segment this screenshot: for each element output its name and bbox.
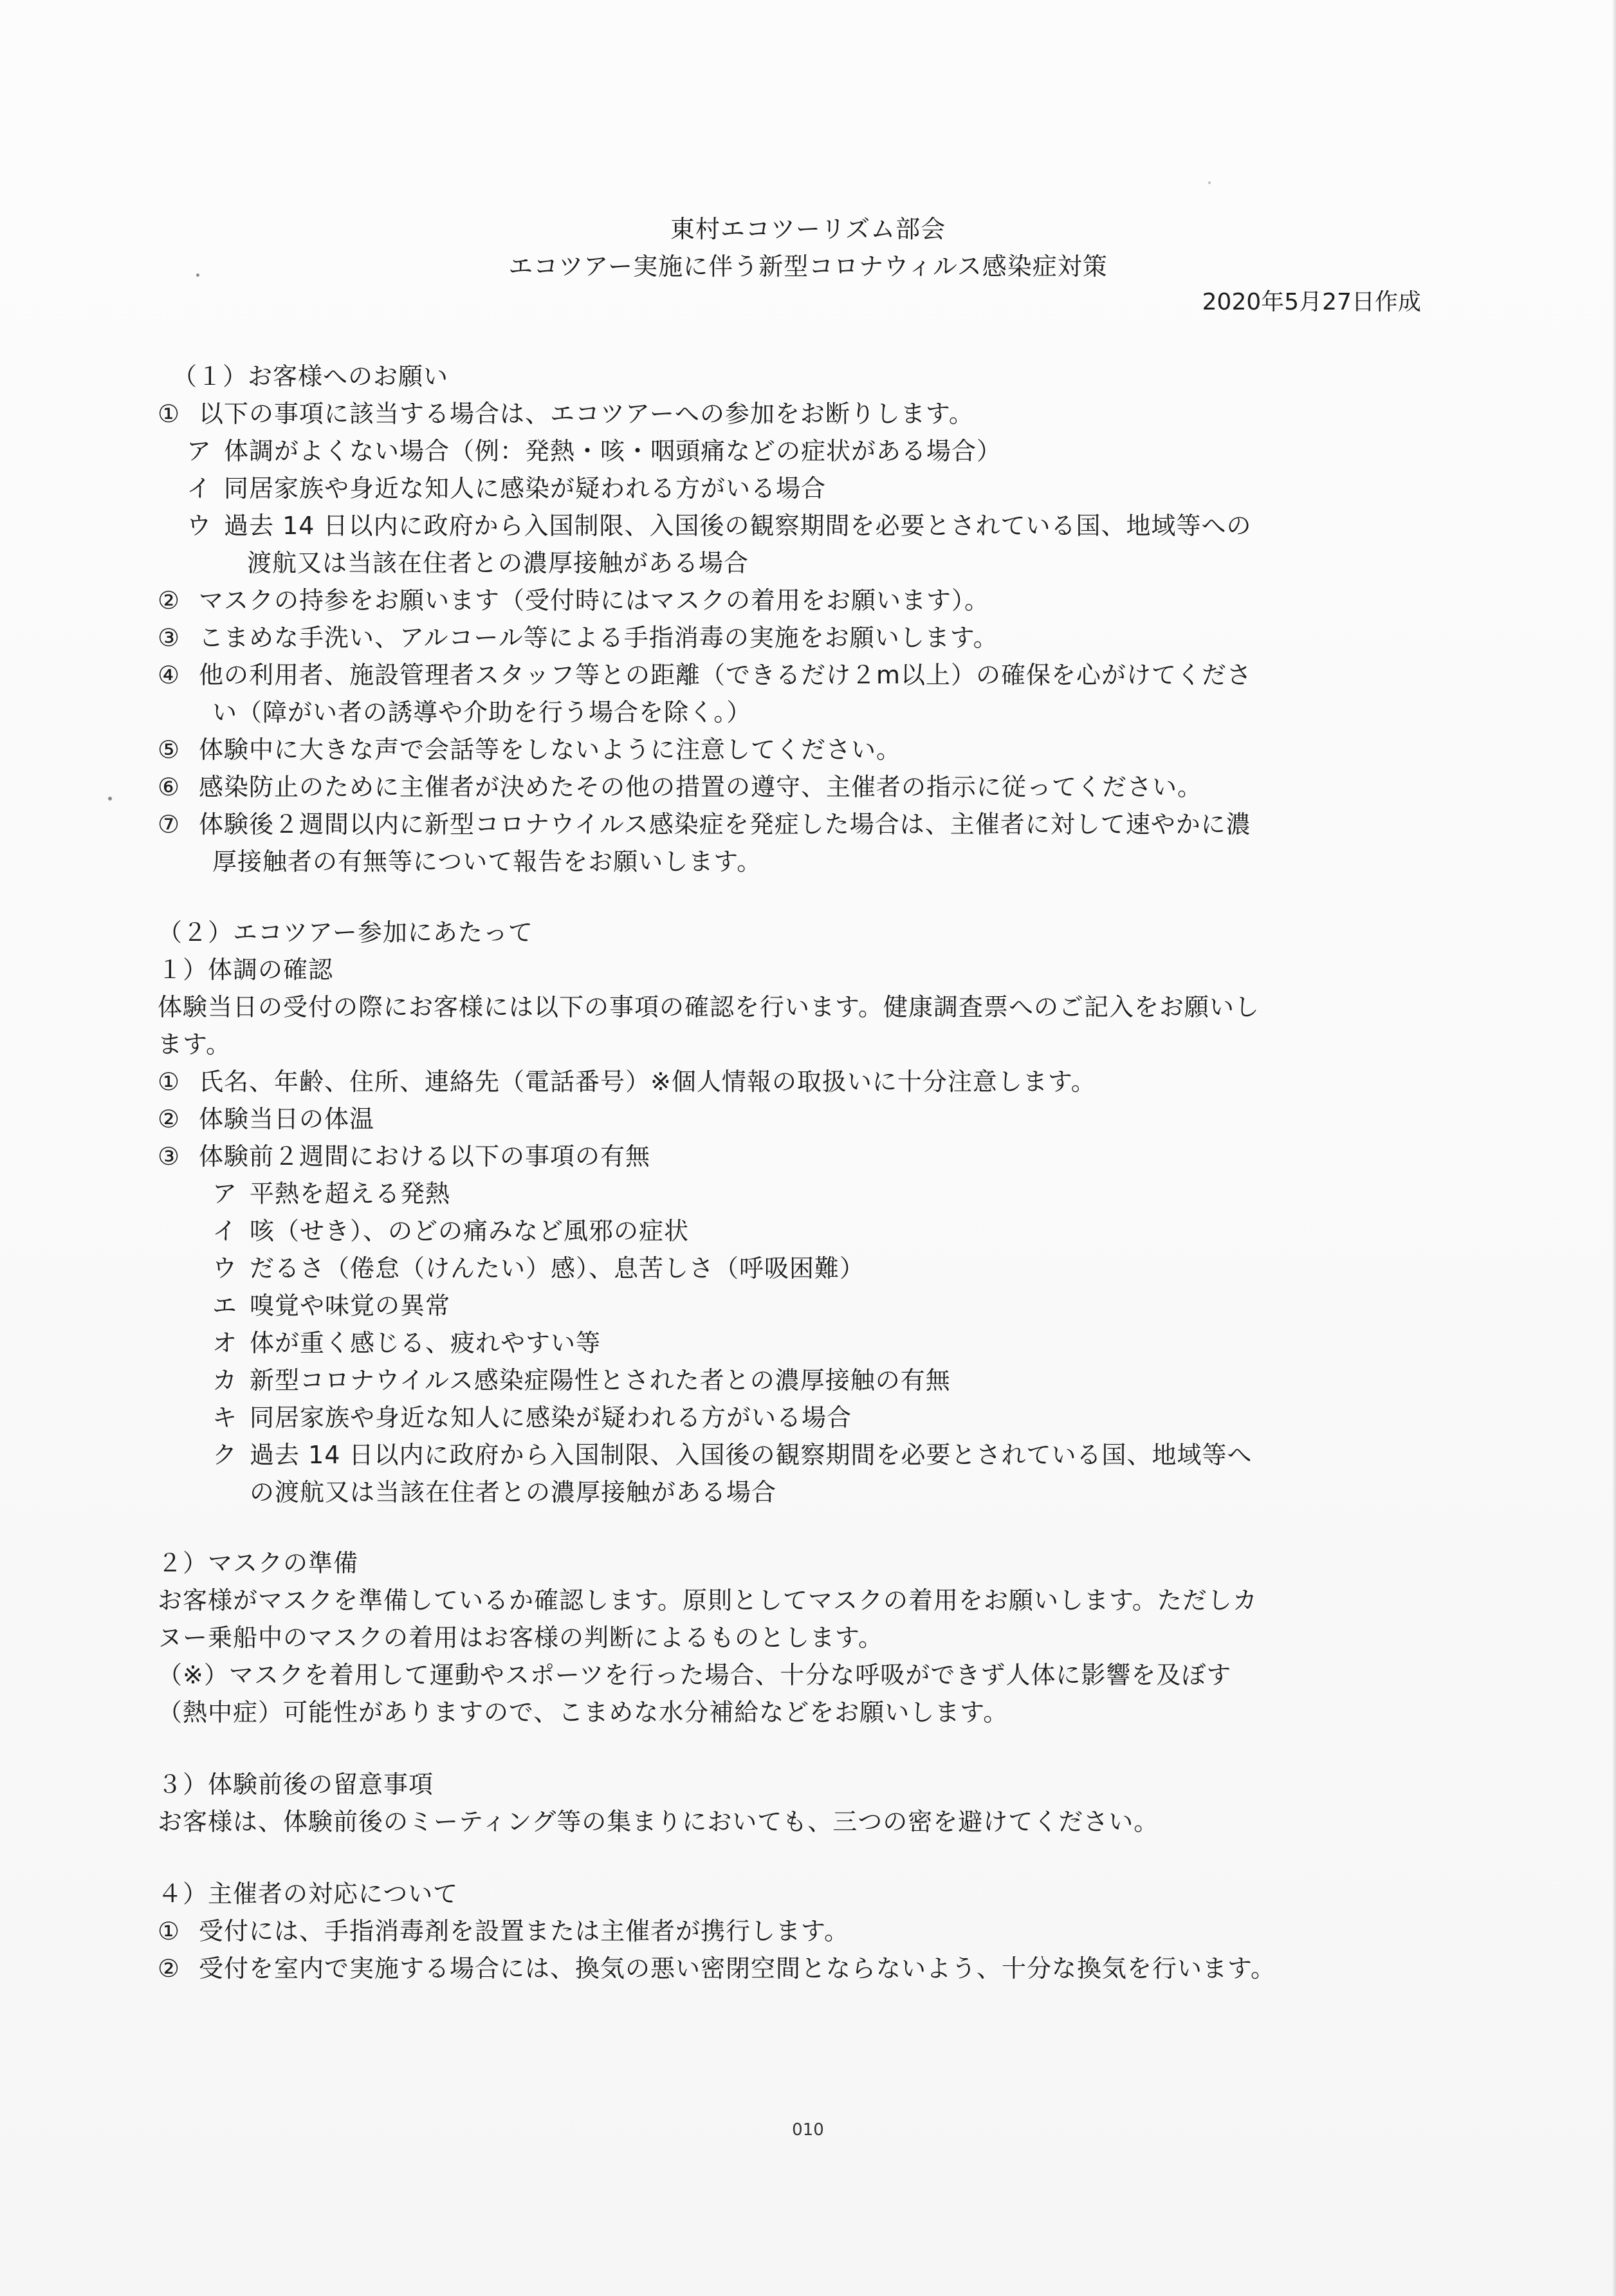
- item-marker: ③: [158, 624, 181, 652]
- item-text: 感染防止のために主催者が決めたその他の措置の遵守、主催者の指示に従ってください。: [199, 773, 1203, 801]
- item-marker: キ: [212, 1403, 238, 1432]
- subsection-1-subitem-a: [212, 1175, 450, 1212]
- subsection-1-intro-line2: ます。: [158, 1030, 231, 1059]
- item-marker: ⑥: [158, 773, 181, 801]
- item-marker: ①: [158, 1068, 181, 1096]
- item-text: 嗅覚や味覚の異常: [250, 1292, 451, 1320]
- section1-subitem-a: [187, 432, 1002, 470]
- subsection-1-subitem-g: [212, 1399, 852, 1436]
- section1-item-7-continued: 厚接触者の有無等について報告をお願いします。: [212, 847, 762, 876]
- item-marker: ウ: [187, 512, 212, 540]
- subsection-3-heading: ３）体験前後の留意事項: [158, 1770, 434, 1799]
- item-marker: ②: [158, 586, 181, 615]
- organization-name: 東村エコツーリズム部会: [670, 215, 946, 243]
- item-text: 他の利用者、施設管理者スタッフ等との距離（できるだけ２m以上）の確保を心がけてくださ: [199, 661, 1253, 689]
- subsection-1-subitem-b: [212, 1212, 689, 1250]
- item-marker: イ: [212, 1217, 238, 1245]
- scan-speck: [1208, 181, 1211, 184]
- item-text: 体験当日の体温: [199, 1105, 375, 1133]
- item-text: 氏名、年齢、住所、連絡先（電話番号）※個人情報の取扱いに十分注意します。: [199, 1068, 1096, 1096]
- item-marker: ⑦: [158, 810, 181, 838]
- section1-heading: （１）お客様へのお願い: [172, 362, 449, 391]
- item-text: 新型コロナウイルス感染症陽性とされた者との濃厚接触の有無: [250, 1366, 951, 1394]
- subsection-4-item-1: [158, 1912, 849, 1950]
- item-text: だるさ（倦怠（けんたい）感）、息苦しさ（呼吸困難）: [250, 1254, 865, 1282]
- scan-speck: [108, 797, 112, 801]
- item-marker: エ: [212, 1292, 238, 1320]
- item-marker: ②: [158, 1954, 181, 1983]
- item-text: 体験中に大きな声で会話等をしないように注意してください。: [199, 736, 902, 764]
- item-text: 以下の事項に該当する場合は、エコツアーへの参加をお断りします。: [199, 400, 974, 428]
- subsection-1-item-2: [158, 1100, 374, 1138]
- subsection-1-item-1: [158, 1063, 1096, 1100]
- item-marker: カ: [212, 1366, 238, 1394]
- item-text: 過去 14 日以内に政府から入国制限、入国後の観察期間を必要とされている国、地域等への: [224, 512, 1252, 540]
- subsection-1-heading: １）体調の確認: [158, 956, 334, 984]
- section1-item-2: [158, 582, 989, 619]
- item-text: 受付を室内で実施する場合には、換気の悪い密閉空間とならないよう、十分な換気を行います。: [199, 1954, 1276, 1983]
- item-text: こまめな手洗い、アルコール等による手指消毒の実施をお願いします。: [199, 624, 998, 652]
- item-text: 体験前２週間における以下の事項の有無: [199, 1142, 651, 1171]
- item-marker: イ: [187, 474, 212, 503]
- item-marker: ク: [212, 1441, 238, 1469]
- subsection-2-heading: ２）マスクの準備: [158, 1549, 359, 1577]
- item-text: 同居家族や身近な知人に感染が疑われる方がいる場合: [224, 474, 827, 503]
- subsection-4-heading: ４）主催者の対応について: [158, 1880, 459, 1908]
- subsection-1-subitem-d: [212, 1287, 450, 1324]
- section1-subitem-c: [187, 507, 1252, 544]
- subsection-1-intro-line1: 体験当日の受付の際にお客様には以下の事項の確認を行います。健康調査票へのご記入をお願いし: [158, 993, 1260, 1021]
- item-marker: ア: [212, 1180, 238, 1208]
- item-text: 過去 14 日以内に政府から入国制限、入国後の観察期間を必要とされている国、地域等へ: [250, 1441, 1253, 1469]
- item-text: 体調がよくない場合（例：発熱・咳・咽頭痛などの症状がある場合）: [224, 437, 1002, 465]
- item-text: 体が重く感じる、疲れやすい等: [250, 1329, 601, 1357]
- subsection-1-subitem-h-continued: の渡航又は当該在住者との濃厚接触がある場合: [250, 1478, 777, 1506]
- item-marker: ①: [158, 400, 181, 428]
- subsection-2-note-line1: （※）マスクを着用して運動やスポーツを行った場合、十分な呼吸ができず人体に影響を及ぼす: [158, 1661, 1232, 1689]
- subsection-1-subitem-h: [212, 1436, 1253, 1474]
- section1-item-7: [158, 806, 1251, 843]
- section1-item-5: [158, 731, 901, 768]
- subsection-2-note-line2: （熱中症）可能性がありますので、こまめな水分補給などをお願いします。: [158, 1698, 1009, 1727]
- section1-item-6: [158, 768, 1202, 806]
- section1-subitem-b: [187, 470, 826, 507]
- subsection-1-item-3: [158, 1138, 650, 1175]
- section2-heading: （２）エコツアー参加にあたって: [158, 918, 533, 947]
- scan-edge-shadow: [1612, 0, 1616, 2296]
- section1-item-4-continued: い（障がい者の誘導や介助を行う場合を除く。）: [212, 698, 752, 727]
- section1-item-4: [158, 656, 1252, 694]
- item-text: 体験後２週間以内に新型コロナウイルス感染症を発症した場合は、主催者に対して速やかに濃: [199, 810, 1251, 838]
- creation-date: 2020年5月27日作成: [1202, 289, 1421, 315]
- document-title: エコツアー実施に伴う新型コロナウィルス感染症対策: [508, 252, 1108, 281]
- subsection-1-subitem-c: [212, 1250, 865, 1287]
- page-number: 010: [792, 2120, 824, 2140]
- item-marker: オ: [212, 1329, 238, 1357]
- section1-item-1: [158, 395, 974, 432]
- subsection-3-line1: お客様は、体験前後のミーティング等の集まりにおいても、三つの密を避けてください。: [158, 1808, 1159, 1836]
- item-marker: ⑤: [158, 736, 181, 764]
- item-marker: ②: [158, 1105, 181, 1133]
- subsection-2-line1: お客様がマスクを準備しているか確認します。原則としてマスクの着用をお願いします。ただしカ: [158, 1586, 1258, 1615]
- item-marker: ア: [187, 437, 212, 465]
- item-marker: ④: [158, 661, 181, 689]
- item-marker: ③: [158, 1142, 181, 1171]
- item-marker: ウ: [212, 1254, 238, 1282]
- subsection-2-line2: ヌー乗船中のマスクの着用はお客様の判断によるものとします。: [158, 1624, 883, 1652]
- item-text: 受付には、手指消毒剤を設置または主催者が携行します。: [199, 1917, 849, 1945]
- scan-speck: [196, 273, 199, 277]
- item-text: 咳（せき）、のどの痛みなど風邪の症状: [250, 1217, 690, 1245]
- item-marker: ①: [158, 1917, 181, 1945]
- subsection-4-item-2: [158, 1950, 1276, 1987]
- section1-subitem-c-continued: 渡航又は当該在住者との濃厚接触がある場合: [247, 549, 749, 577]
- item-text: 同居家族や身近な知人に感染が疑われる方がいる場合: [250, 1403, 852, 1432]
- section1-item-3: [158, 619, 998, 656]
- subsection-1-subitem-e: [212, 1324, 601, 1362]
- item-text: マスクの持参をお願います（受付時にはマスクの着用をお願います）。: [199, 586, 990, 615]
- item-text: 平熱を超える発熱: [250, 1180, 451, 1208]
- subsection-1-subitem-f: [212, 1362, 951, 1399]
